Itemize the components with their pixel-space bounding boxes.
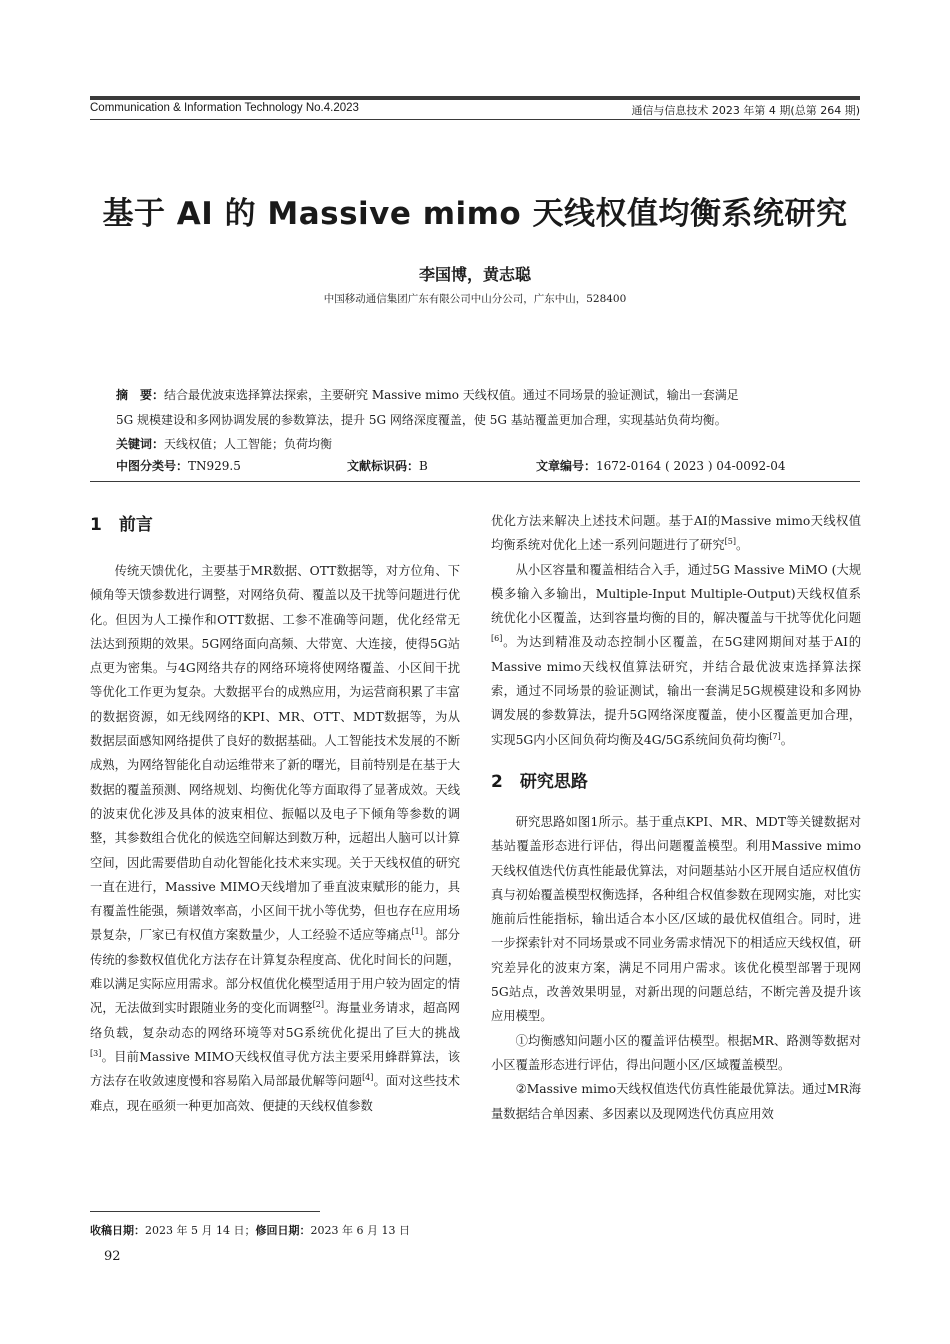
text-span: 。面对这些技术难点，现在亟须一种更加高效、便捷的天线权值参数 (90, 1074, 460, 1113)
citation-ref: [6] (491, 634, 503, 644)
text-span: 。为达到精准及动态控制小区覆盖，在5G建网期间对基于AI的Massive mimo天线权值算法研究，并结合最优波束选择算法探索，通过不同场景的验证测试，输出一套满足5G规模建设和多网协调发展的参数算法，提升5G网络深度覆盖，使小区覆盖更加合理，实现5G内小区间负荷均衡及4G/5G系统间负荷均衡 (491, 635, 861, 747)
text-span: 。目前Massive MIMO天线权值寻优方法主要采用蜂群算法，该方法存在收敛速度慢和容易陷入局部最优解等问题 (90, 1049, 460, 1089)
paper-authors: 李国博，黄志聪 (418, 265, 531, 284)
body-paragraph: ②Massive mimo天线权值迭代仿真性能最优算法。通过MR海量数据结合单因素、多因素以及现网迭代仿真应用效 (491, 1082, 861, 1121)
citation-ref: [5] (724, 537, 736, 547)
keywords-text: 天线权值；人工智能；负荷均衡 (164, 437, 333, 451)
left-column (90, 509, 460, 1118)
body-paragraph (491, 558, 861, 752)
text-span: 传统天馈优化，主要基于MR数据、OTT数据等，对方位角、下倾角等天馈参数进行调整，对网络负荷、覆盖以及干扰等问题进行优化。但因为人工操作和OTT数据、工参不准确等问题，优化经常无法达到预期的效果。5G网络面向高频、大带宽、大连接，使得5G站点更为密集。与4G网络共存的网络环境将使网络覆盖、小区间干扰等优化工作更为复杂。大数据平台的成熟应用，为运营商积累了丰富的数据资源，如无线网络的KPI、MR、OTT、MDT数据等，为从数据层面感知网络提供了良好的数据基础。人工智能技术发展的不断成熟，为网络智能化自动运维带来了新的曙光，目前特别是在基于大数据的覆盖预测、网络规划、均衡优化等方面取得了显著成效。天线的波束优化涉及具体的波束相位、振幅以及电子下倾角等参数的调整，其参数组合优化的候选空间解达到数万种，远超出人脑可以计算空间，因此需要借助自动化智能化技术来实现。关于天线权值的研究一直在进行，Massive MIMO天线增加了垂直波束赋形的能力，具有覆盖性能强，频谱效率高，小区间干扰小等优势，但也存在应用场景复杂，厂家已有权值方案数量少，人工经验不适应等痛点 (90, 564, 460, 943)
text-span: 。海量业务请求，超高网络负载，复杂动态的网络环境等对5G系统优化提出了巨大的挑战 (90, 1001, 460, 1040)
header-rule-thin (90, 119, 860, 120)
doc-label: 文献标识码： (347, 459, 420, 473)
footnote-rule (90, 1211, 320, 1212)
citation-ref: [2] (312, 1000, 324, 1010)
clc-number (116, 457, 241, 474)
text-span: 从小区容量和覆盖相结合入手，通过5G Massive MiMO (大规模多输入多输出，Multiple-Input Multiple-Output)天线权值系统优化小区覆盖，达到容量均衡的目的，解决覆盖与干扰等优化问题 (491, 562, 862, 626)
received-date: 2023 年 5 月 14 日； (145, 1224, 256, 1237)
body-paragraph (491, 509, 861, 558)
keywords-line (116, 434, 846, 455)
abstract-text-2: 5G 规模建设和多网协调发展的参数算法，提升 5G 网络深度覆盖，使 5G 基站覆盖更加合理，实现基站负荷均衡。 (116, 413, 727, 427)
page-number: 92 (104, 1249, 121, 1264)
revised-date: 2023 年 6 月 13 日 (310, 1224, 410, 1237)
text-span: 优化方法来解决上述技术问题。基于AI的Massive mimo天线权值均衡系统对优化上述一系列问题进行了研究 (491, 514, 861, 553)
abstract-rule (90, 481, 860, 482)
article-number (536, 457, 786, 474)
citation-ref: [4] (362, 1073, 374, 1083)
footnote-dates (90, 1222, 410, 1238)
abstract-label: 摘 要： (116, 388, 165, 402)
revised-label: 修回日期： (255, 1224, 311, 1237)
article-value: 1672-0164 ( 2023 ) 04-0092-04 (596, 459, 786, 473)
citation-ref: [3] (90, 1048, 102, 1058)
text-span: 。 (780, 732, 794, 747)
abstract-line-2 (116, 410, 846, 431)
abstract-text-1: 结合最优波束选择算法探索，主要研究 Massive mimo 天线权值。通过不同场景的验证测试，输出一套满足 (164, 388, 739, 402)
journal-header-chinese: 通信与信息技术 2023 年第 4 期(总第 264 期) (631, 104, 860, 117)
abstract-line-1 (116, 385, 846, 406)
doc-code (347, 457, 428, 474)
section-heading-1: 1 前言 (90, 515, 153, 535)
right-column (491, 509, 861, 1126)
journal-header-english: Communication & Information Technology No.4.2023 (90, 102, 359, 114)
text-span: 。 (736, 538, 749, 553)
section-heading-2: 2 研究思路 (491, 771, 588, 792)
paper-title: 基于 AI 的 Massive mimo 天线权值均衡系统研究 (102, 196, 848, 232)
body-paragraph: ①均衡感知问题小区的覆盖评估模型。根据MR、路测等数据对小区覆盖形态进行评估，得出问题小区/区域覆盖模型。 (491, 1033, 861, 1072)
citation-ref: [1] (411, 927, 423, 937)
article-label: 文章编号： (536, 459, 597, 473)
clc-value: TN929.5 (188, 459, 241, 473)
received-label: 收稿日期： (90, 1224, 145, 1237)
clc-label: 中图分类号： (116, 459, 189, 473)
header-rule-thick (90, 96, 860, 100)
author-affiliation: 中国移动通信集团广东有限公司中山分公司，广东中山，528400 (323, 293, 627, 305)
citation-ref: [7] (769, 731, 781, 741)
body-paragraph (90, 559, 460, 1118)
doc-value: B (419, 459, 428, 473)
text-span: 。部分传统的参数权值优化方法存在计算复杂程度高、优化时间长的问题，难以满足实际应用需求。部分权值优化模型适用于用户较为固定的情况，无法做到实时跟随业务的变化而调整 (90, 928, 460, 1016)
keywords-label: 关键词： (116, 437, 165, 451)
body-paragraph: 研究思路如图1所示。基于重点KPI、MR、MDT等关键数据对基站覆盖形态进行评估，得出问题覆盖模型。利用Massive mimo天线权值迭代仿真性能最优算法，对问题基站小区开展自适应权值仿真与初始覆盖模型权衡选择，各种组合权值参数在现网实施，对比实施前后性能指标，输出适合本小区/区域的最优权值组合。同时，进一步探索针对不同场景或不同业务需求情况下的相适应天线权值，研究差异化的波束方案，满足不同用户需求。该优化模型部署于现网5G站点，改善效果明显，对新出现的问题总结，不断完善及提升该应用模型。 (491, 814, 861, 1024)
